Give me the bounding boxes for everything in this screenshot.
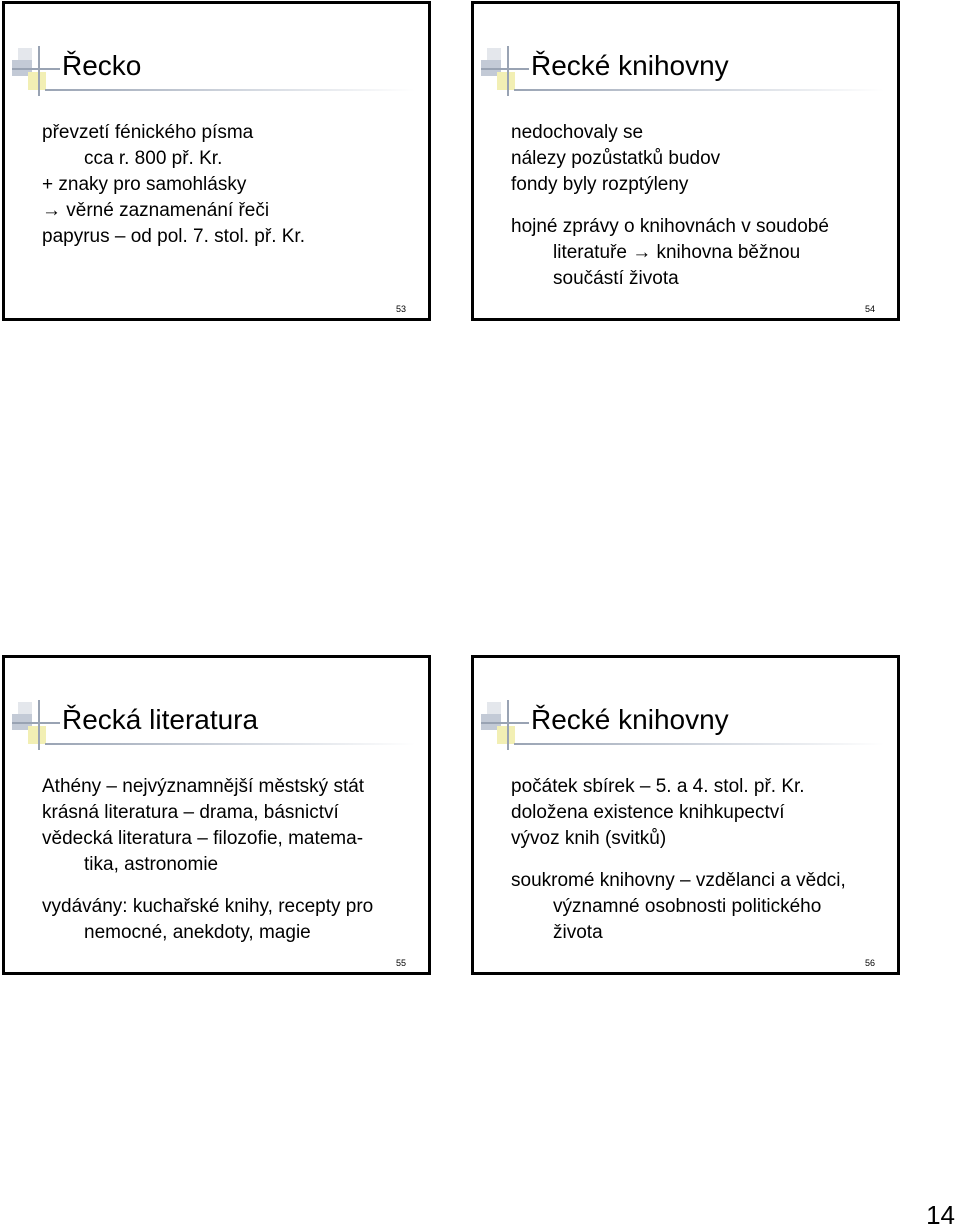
bullet-line: tika, astronomie (84, 854, 219, 875)
bullet-line: nálezy pozůstatků budov (511, 148, 721, 169)
bullet-line: součástí života (553, 268, 679, 289)
bullet-line: hojné zprávy o knihovnách v soudobé (511, 216, 829, 237)
slide-title: Řecko (62, 50, 142, 81)
bullet-line: → věrné zaznamenání řeči (42, 200, 270, 221)
slide-53 (2, 1, 431, 321)
bullet-line: soukromé knihovny – vzdělanci a vědci, (511, 870, 846, 891)
slide-title: Řecké knihovny (531, 704, 729, 735)
bullet-line: cca r. 800 př. Kr. (84, 148, 223, 169)
slide-body (511, 774, 885, 946)
bullet-line: významné osobnosti politického (553, 896, 822, 917)
bullet-line: + znaky pro samohlásky (42, 174, 247, 195)
title-underline (514, 743, 884, 745)
bullet-line: převzetí fénického písma (42, 122, 254, 143)
bullet-line: krásná literatura – drama, básnictví (42, 802, 339, 823)
bullet-line: fondy byly rozptýleny (511, 174, 689, 195)
slide-55 (2, 655, 431, 975)
bullet-line: Athény – nejvýznamnější městský stát (42, 776, 365, 797)
slide-54 (471, 1, 900, 321)
bullet-line: vydávány: kuchařské knihy, recepty pro (42, 896, 374, 917)
title-underline (45, 743, 415, 745)
slide-title: Řecké knihovny (531, 50, 729, 81)
bullet-line: doložena existence knihkupectví (511, 802, 785, 823)
bullet-line: papyrus – od pol. 7. stol. př. Kr. (42, 226, 305, 247)
bullet-line: vývoz knih (svitků) (511, 828, 667, 849)
slide-body (42, 774, 416, 946)
slide-number: 55 (395, 958, 406, 968)
slide-56 (471, 655, 900, 975)
bullet-line: vědecká literatura – filozofie, matema- (42, 828, 364, 849)
title-underline (514, 89, 884, 91)
title-underline (45, 89, 415, 91)
bullet-line: literatuře → knihovna běžnou (553, 242, 801, 263)
bullet-line: nedochovaly se (511, 122, 644, 143)
slide-body (42, 120, 416, 250)
slide-number: 56 (864, 958, 875, 968)
slide-number: 54 (864, 304, 875, 314)
slide-title: Řecká literatura (62, 704, 259, 735)
page-number: 14 (926, 1200, 955, 1230)
bullet-line: počátek sbírek – 5. a 4. stol. př. Kr. (511, 776, 805, 797)
slide-number: 53 (395, 304, 406, 314)
bullet-line: života (553, 922, 603, 943)
slide-body (511, 120, 885, 292)
bullet-line: nemocné, anekdoty, magie (84, 922, 311, 943)
